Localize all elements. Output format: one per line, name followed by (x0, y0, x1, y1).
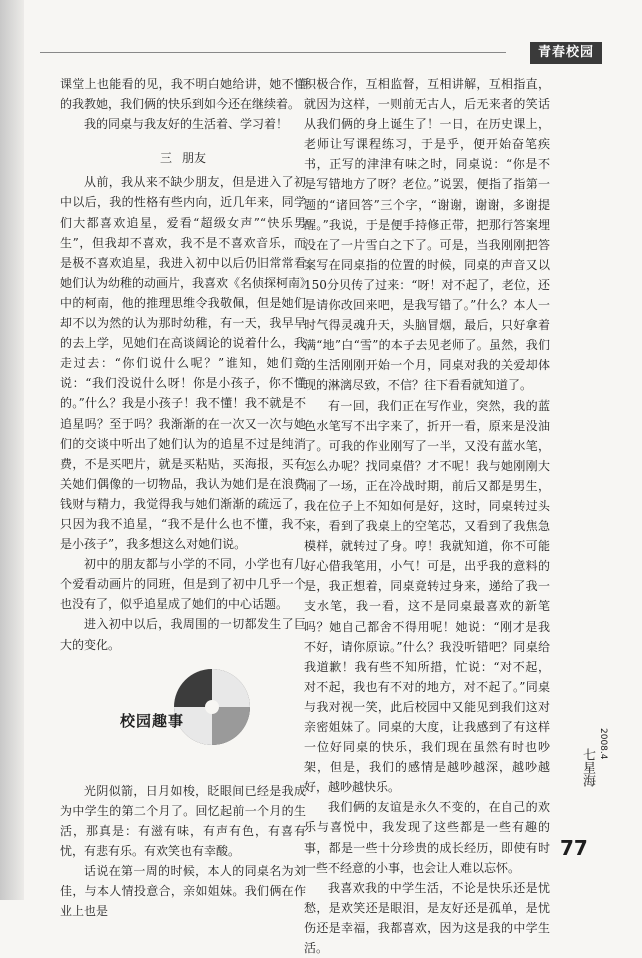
paragraph: 初中的朋友都与小学的不同，小学也有几个爱看动画片的同班，但是到了初中几乎一个也没有了，似乎追星成了她们的中心话题。 (60, 557, 306, 612)
paragraph: 课堂上也能看的见，我不明白她给讲，她不懂的我教她，我们俩的快乐到如今还在继续着。 (60, 77, 306, 112)
paragraph: 有一回，我们正在写作业，突然，我的蓝色水笔写不出字来了，折开一看，原来是没油了。可我的作业刚写了一半，又没有蓝水笔，怎么办呢？找同桌借？才不呢！我与她刚刚大闹了一场，正在冷战时期，前后又都是男生，我在位子上不知如何是好，这时，同桌转过头来，看到了我桌上的空笔芯，又看到了我焦急模样，就转过了身。哼！我就知道，你不可能好心借我笔用，小气！可是，出乎我的意料的是，我正想着，同桌竟转过身来，递给了我一支水笔，我一看，这不是同桌最喜欢的新笔吗？她自己都舍不得用呢！她说：“刚才是我不好，请你原谅。”什么？我没听错吧？同桌给我道歉！我有些不知所措，忙说：“对不起，对不起，我也有不对的地方，对不起了。”同桌与我对视一笑，此后校园中又能见到我们这对亲密姐妹了。同桌的大度，让我感到了有这样一位好同桌的快乐，我们现在虽然有时也吵架，但是，我们的感情是越吵越深，越吵越好，越吵越快乐。 (304, 398, 550, 795)
section-number: 三 (159, 151, 172, 166)
scan-edge (0, 0, 24, 900)
feature-title: 校园趣事 (120, 711, 185, 730)
pinwheel-badge-icon (170, 665, 254, 749)
section-tag: 青春校园 (530, 42, 602, 64)
left-column (60, 74, 306, 921)
section-heading (60, 148, 306, 168)
publication-name: 七星海 (580, 748, 595, 787)
paragraph: 光阴似箭，日月如梭，眨眼间已经是我成为中学生的第二个月了。回忆起前一个月的生活，那真是：有滋有味，有声有色，有喜有忧，有悲有乐。有欢笑也有幸酸。 (60, 783, 306, 858)
paragraph: 进入初中以后，我周围的一切都发生了巨大的变化。 (60, 617, 306, 652)
page-number: 77 (560, 836, 588, 860)
feature-heading (60, 665, 306, 775)
paragraph: 我喜欢我的中学生活，不论是快乐还是忧愁，是欢笑还是眼泪，是友好还是孤单，是忧伤还是幸福，我都喜欢，因为这是我的中学生活。 (304, 880, 550, 956)
right-column (304, 74, 550, 958)
issue-number: 2008.4 (598, 728, 608, 760)
paragraph: 我的同桌与我友好的生活着、学习着！ (84, 117, 289, 132)
paragraph: 从前，我从来不缺少朋友，但是进入了初中以后，我的性格有些内向，近几年来，同学们大都喜欢追星，爱看“超级女声”“快乐男生”，但我却不喜欢，我不是不喜欢音乐，而是极不喜欢追星，我进入初中以后仍旧常常看她们认为幼稚的动画片，我喜欢《名侦探柯南》中的柯南，他的推理思维令我敬佩，但是她们却不以为然的认为那时幼稚，有一天，我早早的去上学，见她们在高谈阔论的说着什么，我走过去：“你们说什么呢？”谁知，她们竟说：“我们没说什么呀！你是小孩子，你不懂的。”什么？我是小孩子！我不懂！我不就是不追星吗？至于吗？我渐渐的在一次又一次与她们的交谈中听出了她们认为的追星不过是纯消费，不是买吧片，就是买粘贴，买海报，买有关她们偶像的一切物品，我认为她们是在浪费钱财与精力，我觉得我与她们渐渐的疏远了，只因为我不追星，“我不是什么也不懂，我不是小孩子”，我多想这么对她们说。 (60, 175, 307, 552)
header-rule (40, 52, 506, 53)
edition-mark (574, 728, 618, 824)
page-header (40, 42, 602, 64)
paragraph: 话说在第一周的时候，本人的同桌名为刘佳，与本人情投意合，亲如姐妹。我们俩在作业上也是 (60, 864, 306, 919)
section-title: 朋友 (182, 151, 207, 166)
paragraph: 我们俩的友谊是永久不变的，在自己的欢乐与喜悦中，我发现了这些都是一些有趣的事，都是一些十分珍贵的成长经历，即使有时一些不经意的小事，也会让人难以忘怀。 (304, 800, 550, 875)
paragraph: 积极合作，互相监督，互相讲解，互相指直，就因为这样，一则前无古人，后无来者的笑话从我们俩的身上诞生了！一日，在历史课上，老师让写课程练习，于是乎，便开始奋笔疾书，正写的津津有味之时，同桌说：“你是不是写错地方了呀？老位。”说罢，便指了指第一题的“诸回答”三个字，“谢谢，谢谢，多谢提醒。”我说，于是便手持修正带，把那行答案埋没在了一片雪白之下了。可是，当我刚刚把答案写在同桌指的位置的时候，同桌的声音又以150分贝传了过来：“呀！对不起了，老位，还是请你改回来吧，是我写错了。”什么？本人一时气得灵魂升天，头脑冒烟，最后，只好拿着满“地”白“雪”的本子去见老师了。虽然，我们的生活刚刚开始一个月，同桌对我的关爱却体现的淋漓尽致，不信？往下看看就知道了。 (304, 77, 550, 393)
